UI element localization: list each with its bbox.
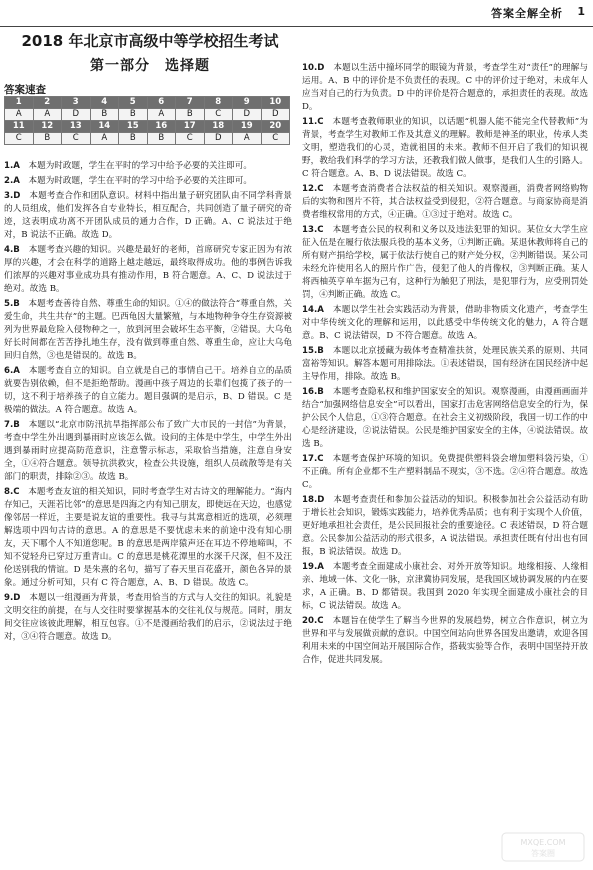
answer-key-answer: C <box>261 133 290 145</box>
explanation-text: 本题考查友谊的相关知识，同时考查学生对古诗文的理解能力。“海内存知己，天涯若比邻”的意思是四海之内有知己朋友，即使远在天边，也感觉像邻居一样近，主要是说友谊的重要性。我寻与其寓意相近的选项，必须理解选项中四句古诗的意思。A 的意思是不要忧虑未来的前途中没有知心朋友，天下哪个人不知道您呢。B 的意思是两岸猿声还在耳边不停地啼叫，不知不觉轻舟已穿过万重青山。C 的意思是桃花潭里的水深千尺深，但不及汪伦送别我的情谊。D 是朱熹的名句，描写了春天里百花盛开，颜色各异的景象。通过分析可知，只有 C 符合题意，A、B、D 错误。故选 C。 <box>4 487 292 588</box>
question-number: 9.D <box>4 593 21 603</box>
explanation-text: 本题为时政题，学生在平时的学习中给予必要的关注即可。 <box>28 176 252 186</box>
explanation-entry <box>4 486 292 590</box>
answer-key-answer: B <box>90 109 119 121</box>
answer-key-number: 7 <box>176 97 205 109</box>
answer-key-number: 17 <box>176 121 205 133</box>
answer-key-answer-row <box>5 133 290 145</box>
answer-key-answer: D <box>261 109 290 121</box>
watermark-line1: MXQE.COM <box>520 838 566 847</box>
answer-key-answer: C <box>62 133 91 145</box>
answer-key-number-row <box>5 97 290 109</box>
answer-key-number: 16 <box>147 121 176 133</box>
answer-key-answer: B <box>33 133 62 145</box>
question-number: 6.A <box>4 366 20 376</box>
explanation-entry <box>4 419 292 484</box>
answer-key-answer: A <box>147 109 176 121</box>
answer-key-number: 4 <box>90 97 119 109</box>
header-label: 答案全解全析 <box>491 7 563 20</box>
part-title: 第一部分 选择题 <box>90 58 210 74</box>
answer-key-number: 9 <box>233 97 262 109</box>
answer-key-answer: B <box>119 133 148 145</box>
answer-key-answer: C <box>204 109 233 121</box>
answer-key-number: 10 <box>261 97 290 109</box>
explanation-entry <box>4 244 292 296</box>
answer-key-answer: C <box>5 133 34 145</box>
explanation-entry <box>302 494 588 559</box>
question-number: 7.B <box>4 420 20 430</box>
answer-key-number-row <box>5 121 290 133</box>
explanation-text: 本题旨在使学生了解当今世界的发展趋势，树立合作意识，树立为世界和平与发展做贡献的意识。中国空间站向世界各国发出邀请，欢迎各国利用未来的中国空间站开展国际合作，搭载实验等合作，表明中国坚持开放合作，促进共同发展。 <box>302 616 588 665</box>
answer-key-number: 6 <box>147 97 176 109</box>
answer-key-answer: C <box>176 133 205 145</box>
explanation-entry <box>302 345 588 384</box>
answer-key-number: 12 <box>33 121 62 133</box>
explanation-entry <box>302 224 588 302</box>
explanation-text: 本题考查善待自然、尊重生命的知识。①④的做法符合“尊重自然，关爱生命，共生共存”的主题。巴西龟因大量繁殖，与本地物种争夺生存资源被列为世界最危险入侵物种之一，放到河里会破坏生态平衡，②错误。大乌龟好长时间都在苦苦挣扎地生存，没有做到尊重自然、尊重生命，应让大乌龟回归自然，③也是错误的。故选 B。 <box>4 299 292 361</box>
explanation-text: 本题考查消费者合法权益的相关知识。观察漫画，消费者网络购物后的实物和图片不符，其合法权益受到侵犯，②符合题意。与商家协商是消费者维权常用的方式，④正确。①③过于绝对。故选 C。 <box>302 184 588 220</box>
question-number: 18.D <box>302 495 325 505</box>
question-number: 12.C <box>302 184 324 194</box>
answer-key-answer: D <box>62 109 91 121</box>
answer-key-answer: A <box>90 133 119 145</box>
explanation-entry <box>4 592 292 644</box>
answer-key-number: 15 <box>119 121 148 133</box>
explanation-text: 本题考查保护环境的知识。免费提供塑料袋会增加塑料袋污染，①不正确。所有企业都不生产塑料制品不现实，③不选。②④符合题意。故选 C。 <box>302 454 588 490</box>
explanation-text: 本题考查兴趣的知识。兴趣是最好的老师，首席研究专家正因为有浓厚的兴趣，才会在科学的道路上越走越远，最终取得成功。他的事例告诉我们浓厚的兴趣对事业成功具有推动作用，B 符合题意。A、C、D 说法过于绝对。故选 B。 <box>4 245 292 294</box>
left-column-entries <box>4 160 292 646</box>
question-number: 3.D <box>4 191 21 201</box>
question-number: 20.C <box>302 616 324 626</box>
explanation-entry <box>302 615 588 667</box>
explanation-entry <box>302 453 588 492</box>
question-number: 8.C <box>4 487 20 497</box>
explanation-entry <box>302 62 588 114</box>
explanation-text: 本题考查合作和团队意识。材料中指出量子研究团队由不同学科背景的人员组成，他们发挥各自专业特长，相互配合，共同创造了量子研究的奇迹，这表明成功离不开团队成员的通力合作，D 正确。A、C 说法过于绝对，B 说法不正确。故选 D。 <box>4 191 292 240</box>
question-number: 13.C <box>302 225 324 235</box>
answer-key-answer: A <box>5 109 34 121</box>
watermark-logo <box>501 832 585 862</box>
explanation-text: 本题为时政题，学生在平时的学习中给予必要的关注即可。 <box>28 161 252 171</box>
explanation-text: 本题考查责任和参加公益活动的知识。积极参加社会公益活动有助于增长社会知识，锻炼实践能力，培养优秀品质；也有利于实现个人价值，更好地承担社会责任，是公民回报社会的重要途径。C 表述错误，D 符合题意。公民参加公益活动的形式很多，A 说法错误。承担责任既有付出也有回报，B 说法错误。故选 D。 <box>302 495 588 557</box>
answer-key-heading: 答案速查 <box>4 84 46 96</box>
explanation-text: 本题考查自立的知识。自立就是自己的事情自己干。培养自立的品质就要告别依赖，但不是拒绝帮助。漫画中孩子周边的长辈们包揽了孩子的一切，这不利于培养孩子的自立能力。题目强调的是启示，B、D 错误。C 是极端的做法。A 符合题意。故选 A。 <box>4 366 292 415</box>
question-number: 4.B <box>4 245 20 255</box>
question-number: 15.B <box>302 346 324 356</box>
answer-key-answer: B <box>176 109 205 121</box>
answer-key-number: 1 <box>5 97 34 109</box>
explanation-entry <box>302 116 588 181</box>
answer-key-table <box>4 96 290 145</box>
answer-key-number: 13 <box>62 121 91 133</box>
explanation-text: 本题以学生社会实践活动为背景，借助非物质文化遗产，考查学生对中华传统文化的理解和运用，以此感受中华传统文化的魅力，A 符合题意。B、C 说法错误，D 不符合题意。故选 A。 <box>302 305 588 341</box>
answer-key-number: 18 <box>204 121 233 133</box>
watermark-line2: 答案圈 <box>531 849 555 858</box>
answer-key-number: 11 <box>5 121 34 133</box>
question-number: 2.A <box>4 176 20 186</box>
answer-key-answer: A <box>33 109 62 121</box>
answer-key-answer: B <box>119 109 148 121</box>
explanation-entry <box>302 561 588 613</box>
answer-key-answer: B <box>147 133 176 145</box>
explanation-text: 本题考查公民的权利和义务以及违法犯罪的知识。某位女大学生应征入伍是在履行依法服兵役的基本义务，①判断正确。某退休教师将自己的所有财产捐给学校，属于依法行使自己的财产处分权，②判断错误。某公司未经允许使用名人的照片作广告，侵犯了他人的肖像权，③判断正确。某人将西柚英亨单车据为己有，这种行为触犯了刑法，是犯罪行为，应受刑罚处罚，④判断正确。故选 C。 <box>302 225 588 300</box>
question-number: 14.A <box>302 305 324 315</box>
answer-key-answer: D <box>233 109 262 121</box>
answer-key-number: 20 <box>261 121 290 133</box>
question-number: 5.B <box>4 299 20 309</box>
explanation-text: 本题考查教师职业的知识，以话题“机器人能不能完全代替教师”为背景，考查学生对教师工作及其意义的理解。教师是神圣的职业，传承人类文明，塑造我们的心灵，造就祖国的未来。教师不但开启了我们的知识视野，教给我们科学的学习方法，还教我们做人做事，是我们人生的引路人。C 符合题意。A、B、D 说法错误。故选 C。 <box>302 117 588 179</box>
answer-key-number: 2 <box>33 97 62 109</box>
explanation-text: 本题考查全面建成小康社会、对外开放等知识。地缘相接、人缘相亲、地域一体、文化一脉，京津冀协同发展，是我国区域协调发展的内在要求，A 正确。B、D 都错误。我国到 2020 年实现全面建成小康社会的目标，C 说法错误。故选 A。 <box>302 562 588 611</box>
explanation-text: 本题以生活中撞坏同学的眼镜为背景，考查学生对“责任”的理解与运用。A、B 中的评价是不负责任的表现。C 中的评价过于绝对，未成年人应当对自己的行为负责。D 中的评价是符合题意的，承担责任的表现。故选 D。 <box>302 63 588 112</box>
answer-key-number: 5 <box>119 97 148 109</box>
explanation-entry <box>4 365 292 417</box>
exam-title: 2018 年北京市高级中等学校招生考试 <box>21 32 279 50</box>
explanation-entry <box>4 190 292 242</box>
page-number: 1 <box>577 5 585 18</box>
answer-key-answer: A <box>233 133 262 145</box>
answer-key-answer-row <box>5 109 290 121</box>
answer-key-number: 8 <box>204 97 233 109</box>
explanation-entry <box>302 304 588 343</box>
question-number: 16.B <box>302 387 324 397</box>
question-number: 1.A <box>4 161 20 171</box>
answer-key-number: 19 <box>233 121 262 133</box>
answer-key-number: 14 <box>90 121 119 133</box>
explanation-text: 本题考查隐私权和维护国家安全的知识。观察漫画，由漫画画面并结合“加强网络信息安全”可以看出，国家打击危害网络信息安全的行为，保护公民个人信息，①③符合题意。在社会主义初级阶段，我国一切工作的中心是经济建设，②说法错误。公民是维护国家安全的主体，④说法错误。故选 B。 <box>302 387 588 449</box>
explanation-entry <box>4 298 292 363</box>
answer-key-number: 3 <box>62 97 91 109</box>
question-number: 10.D <box>302 63 325 73</box>
page-header <box>0 0 593 27</box>
explanation-text: 本题以“北京市防汛抗旱指挥部公布了致广大市民的一封信”为背景，考查中学生外出遇到暴雨时应该怎么做。设问的主体是中学生，中学生外出遇到暴雨时应提高防范意识，注意警示标志，采取恰当措施，注意自身安全，①④符合题意。领导抗洪救灾，检查公共设施，组织人员疏散等是有关部门的职责，排除②③。故选 B。 <box>4 420 292 482</box>
explanation-entry <box>4 175 292 188</box>
right-column-entries <box>302 62 588 669</box>
explanation-text: 本题以北京援藏为载体考查精准扶贫，处理民族关系的原则、共同富裕等知识。解答本题可用排除法。①表述错误，国有经济在国民经济中起主导作用，排除。故选 B。 <box>302 346 588 382</box>
question-number: 17.C <box>302 454 324 464</box>
answer-key-answer: D <box>204 133 233 145</box>
explanation-text: 本题以一组漫画为背景，考查用恰当的方式与人交往的知识。礼貌是文明交往的前提，在与人交往时要掌握基本的交往礼仪与规范。同时，朋友间交往应该彼此理解，相互包容。①不是漫画给我们的启示，②说法过于绝对，③④符合题意。故选 D。 <box>4 593 292 642</box>
explanation-entry <box>4 160 292 173</box>
question-number: 11.C <box>302 117 324 127</box>
explanation-entry <box>302 183 588 222</box>
question-number: 19.A <box>302 562 324 572</box>
explanation-entry <box>302 386 588 451</box>
